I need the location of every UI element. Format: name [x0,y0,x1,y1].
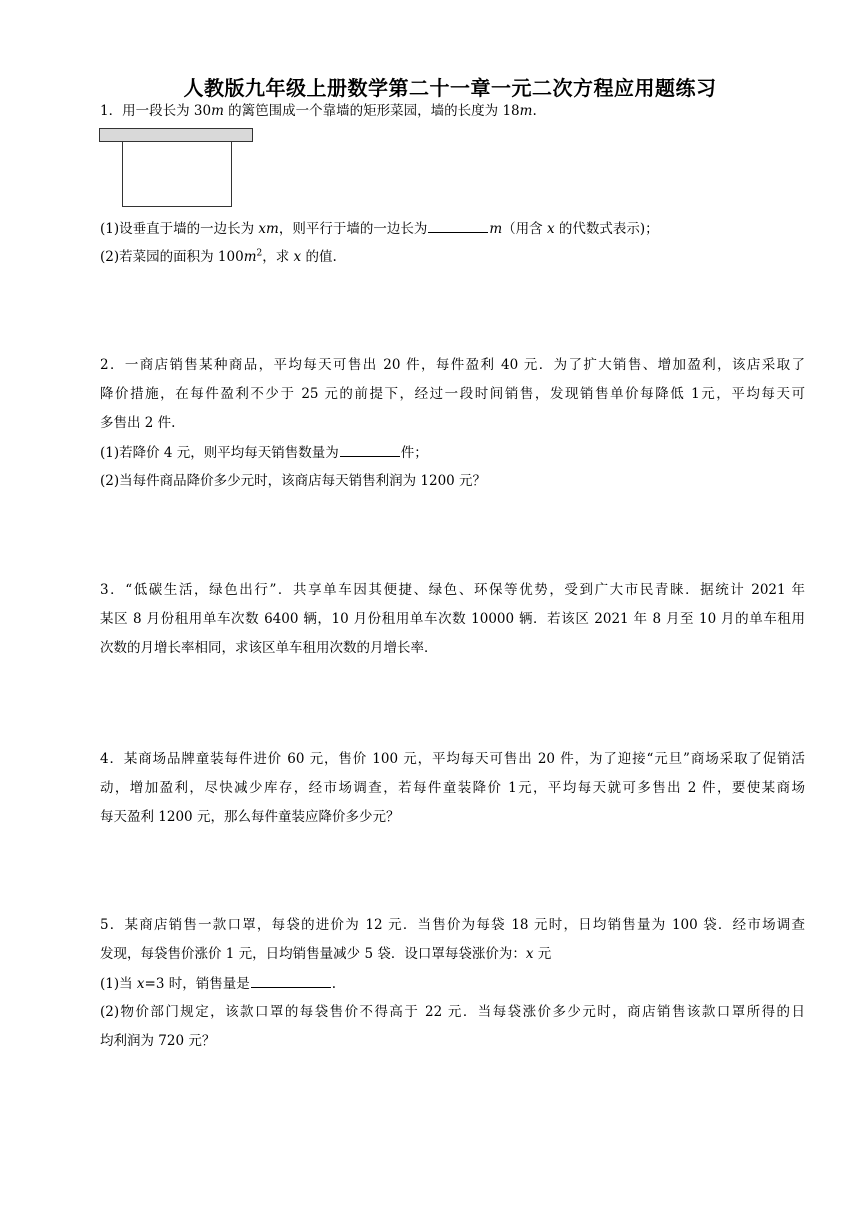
q5-stem-line2: 发现，每袋售价涨价 1 元，日均销售量减少 5 袋．设口罩每袋涨价为：x 元 [100,946,552,962]
q3-stem-line3: 次数的月增长率相同，求该区单车租用次数的月增长率． [100,640,438,656]
q5-part1: (1)当 x=3 时，销售量是 . [100,973,805,994]
q3-stem-line1: 3．“低碳生活，绿色出行”．共享单车因其便捷、绿色、环保等优势，受到广大市民青睐．据统计 2021 年 [100,582,805,598]
q2-part1: (1)若降价 4 元，则平均每天销售数量为 件； [100,442,805,463]
q3-stem-line2: 某区 8 月份租用单车次数 6400 辆，10 月份租用单车次数 10000 辆．若该区 2021 年 8 月至 10 月的单车租用 [100,611,805,627]
answer-blank[interactable] [428,218,488,233]
q4-stem-line2: 动，增加盈利，尽快减少库存，经市场调查，若每件童装降价 1元，平均每天就可多售出 2 件，要使某商场 [100,780,805,796]
q2-part2: (2)当每件商品降价多少元时，该商店每天销售利润为 1200 元？ [100,473,487,489]
q4-stem-line1: 4．某商场品牌童装每件进价 60 元，售价 100 元，平均每天可售出 20 件，为了迎接“元旦”商场采取了促销活 [100,751,805,767]
q1-stem: 1．用一段长为 30m 的篱笆围成一个靠墙的矩形菜园，墙的长度为 18m. [100,103,537,119]
q5-stem-line1: 5．某商店销售一款口罩，每袋的进价为 12 元．当售价为每袋 18 元时，日均销售量为 100 袋．经市场调查 [100,917,805,933]
q2-stem-line3: 多售出 2 件. [100,415,176,431]
q2-stem-line2: 降价措施，在每件盈利不少于 25 元的前提下，经过一段时间销售，发现销售单价每降低 1元，平均每天可 [100,386,805,402]
q5-part2-line2: 均利润为 720 元？ [100,1033,216,1049]
page-title: 人教版九年级上册数学第二十一章一元二次方程应用题练习 [183,76,717,100]
q5-part2-line1: (2)物价部门规定，该款口罩的每袋售价不得高于 22 元．当每袋涨价多少元时，商店销售该款口罩所得的日 [100,1004,805,1020]
q1-part1: (1)设垂直于墙的一边长为 xm，则平行于墙的一边长为 m（用含 x 的代数式表示)； [100,218,805,239]
q1-part2: (2)若菜园的面积为 $100m^2$，求 x 的值. [100,248,337,265]
garden-rectangle-diagram [122,142,232,207]
answer-blank[interactable] [340,442,400,457]
wall-diagram [99,128,253,142]
answer-blank[interactable] [251,973,331,988]
q4-stem-line3: 每天盈利 1200 元，那么每件童装应降价多少元？ [100,809,400,825]
q2-stem-line1: 2．一商店销售某种商品，平均每天可售出 20 件，每件盈利 40 元．为了扩大销售、增加盈利，该店采取了 [100,357,805,373]
